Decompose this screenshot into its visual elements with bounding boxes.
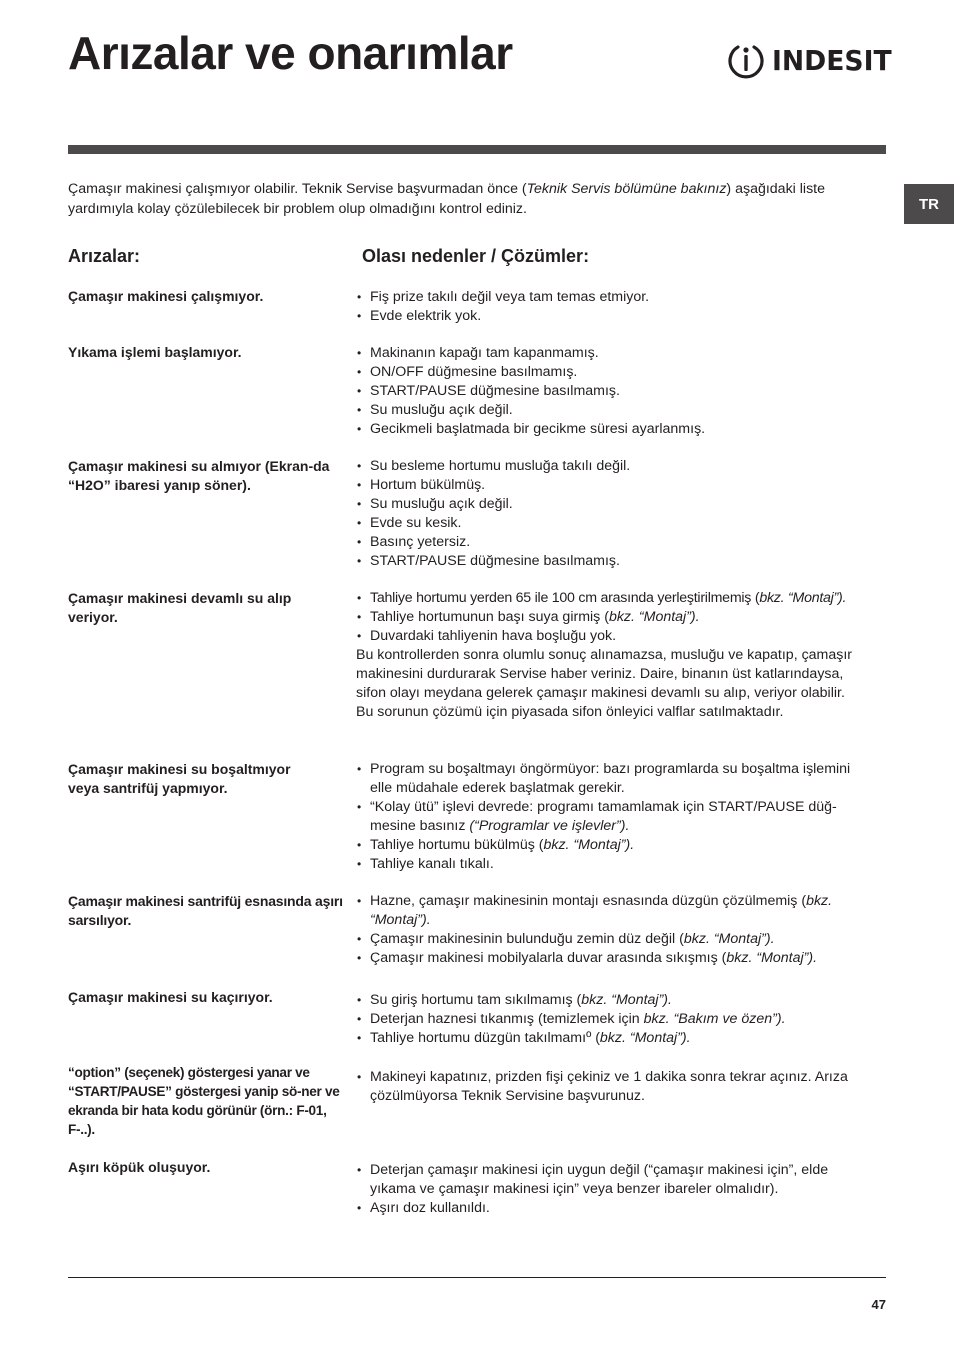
cause-item: • Evde elektrik yok. <box>356 307 886 326</box>
cause-item: • START/PAUSE düğmesine basılmamış. <box>356 552 886 571</box>
cause-note: Bu kontrollerden sonra olumlu sonuç alınamazsa, musluğu ve kapatıp, çamaşır makinesini durdurarak Servise haber veriniz. Daire, binanın üst katlarındaysa, sifon olayı meydana gelerek çamaşır makinesi devamlı su alıp, veriyor olabilir. Bu sorunun çözümü için piyasada sifon önleyici valflar satılmaktadır. <box>356 647 853 720</box>
cause-item: • Makineyi kapatınız, prizden fişi çekiniz ve 1 dakika sonra tekrar açınız. Arıza çözülmüyorsa Teknik Servisine başvurunuz. <box>356 1068 866 1106</box>
cause-item: • Tahliye kanalı tıkalı. <box>356 855 876 874</box>
intro-paragraph <box>68 180 894 219</box>
problem-label: “option” (seçenek) göstergesi yanar ve “START/PAUSE” göstergesi yanip sö-ner ve ekranda bir hata kodu görünür (örn.: F-01, F-..). <box>68 1065 340 1137</box>
language-tab[interactable]: TR <box>904 184 954 224</box>
cause-item: • Fiş prize takılı değil veya tam temas etmiyor. <box>356 288 886 307</box>
cause-item: • Basınç yetersiz. <box>356 533 886 552</box>
problem-label: Yıkama işlemi başlamıyor. <box>68 344 242 360</box>
page-number: 47 <box>871 1297 886 1312</box>
cause-item: • Makinanın kapağı tam kapanmamış. <box>356 344 886 363</box>
cause-item: • Çamaşır makinesinin bulunduğu zemin düz değil (bkz. “Montaj”). <box>356 930 871 949</box>
cause-item: • Su musluğu açık değil. <box>356 401 886 420</box>
cause-item: • Tahliye hortumunun başı suya girmiş (bkz. “Montaj”). <box>356 608 886 627</box>
header-divider <box>68 145 886 154</box>
intro-text-end: ) aşağıdaki liste yardımıyla kolay çözülebilecek bir problem olup olmadığını kontrol ediniz. <box>68 181 825 217</box>
cause-item: • Su giriş hortumu tam sıkılmamış (bkz. “Montaj”). <box>356 991 886 1010</box>
cause-item: • Su musluğu açık değil. <box>356 495 886 514</box>
footer-divider <box>68 1277 886 1278</box>
cause-item: • Deterjan haznesi tıkanmış (temizlemek için bkz. “Bakım ve özen”). <box>356 1010 886 1029</box>
causes-column-header: Olası nedenler / Çözümler: <box>362 246 590 266</box>
problem-label: Çamaşır makinesi su almıyor (Ekran-da “H2O” ibaresi yanıp söner). <box>68 458 330 493</box>
causes-list <box>356 589 886 722</box>
causes-list <box>356 1161 886 1218</box>
problem-label: Aşırı köpük oluşuyor. <box>68 1159 211 1175</box>
causes-list <box>356 892 886 968</box>
cause-item: • START/PAUSE düğmesine basılmamış. <box>356 382 886 401</box>
cause-item: • Tahliye hortumu yerden 65 ile 100 cm arasında yerleştirilmemiş (bkz. “Montaj”). <box>356 589 886 608</box>
problem-label: Çamaşır makinesi çalışmıyor. <box>68 288 264 304</box>
causes-list <box>356 457 886 571</box>
indesit-power-icon <box>726 41 766 81</box>
cause-item: • Hazne, çamaşır makinesinin montajı esnasında düzgün çözülmemiş (bkz. “Montaj”). <box>356 892 871 930</box>
brand-name: INDESIT <box>772 44 892 77</box>
cause-item: • Duvardaki tahliyenin hava boşluğu yok. <box>356 627 886 646</box>
intro-reference: Teknik Servis bölümüne bakınız <box>526 181 727 197</box>
causes-list <box>356 760 886 874</box>
problem-label: Çamaşır makinesi su kaçırıyor. <box>68 989 273 1005</box>
brand-logo <box>726 40 898 82</box>
problem-label: Çamaşır makinesi devamlı su alıp veriyor. <box>68 590 292 625</box>
cause-item: • Tahliye hortumu bükülmüş (bkz. “Montaj”). <box>356 836 876 855</box>
problem-label: Çamaşır makinesi santrifüj esnasında aşırı sarsılıyor. <box>68 893 343 928</box>
intro-text: Çamaşır makinesi çalışmıyor olabilir. Teknik Servise başvurmadan önce ( <box>68 181 527 197</box>
cause-item: • Deterjan çamaşır makinesi için uygun değil (“çamaşır makinesi için”, elde yıkama ve çamaşır makinesi için” veya benzer ibareler olmalıdır). <box>356 1161 871 1199</box>
cause-item: • Su besleme hortumu musluğa takılı değil. <box>356 457 886 476</box>
page-title: Arızalar ve onarımlar <box>68 27 513 79</box>
causes-list <box>356 991 886 1048</box>
causes-list <box>356 1068 886 1106</box>
cause-item: • “Kolay ütü” işlevi devrede: programı tamamlamak için START/PAUSE düğ-mesine basınız (“Programlar ve işlevler”). <box>356 798 876 836</box>
cause-item: • Program su boşaltmayı öngörmüyor: bazı programlarda su boşaltma işlemini elle müdahale ederek başlatmak gerekir. <box>356 760 876 798</box>
cause-item: • Evde su kesik. <box>356 514 886 533</box>
cause-item: • Aşırı doz kullanıldı. <box>356 1199 871 1218</box>
causes-list <box>356 344 886 439</box>
problems-column-header: Arızalar: <box>68 246 141 266</box>
causes-list <box>356 288 886 326</box>
problem-label: Çamaşır makinesi su boşaltmıyor veya santrifüj yapmıyor. <box>68 761 291 796</box>
cause-item: • ON/OFF düğmesine basılmamış. <box>356 363 886 382</box>
cause-item: • Çamaşır makinesi mobilyalarla duvar arasında sıkışmış (bkz. “Montaj”). <box>356 949 871 968</box>
cause-item: • Gecikmeli başlatmada bir gecikme süresi ayarlanmış. <box>356 420 886 439</box>
cause-item: • Hortum bükülmüş. <box>356 476 886 495</box>
cause-item: • Tahliye hortumu düzgün takılmamıº (bkz. “Montaj”). <box>356 1029 886 1048</box>
